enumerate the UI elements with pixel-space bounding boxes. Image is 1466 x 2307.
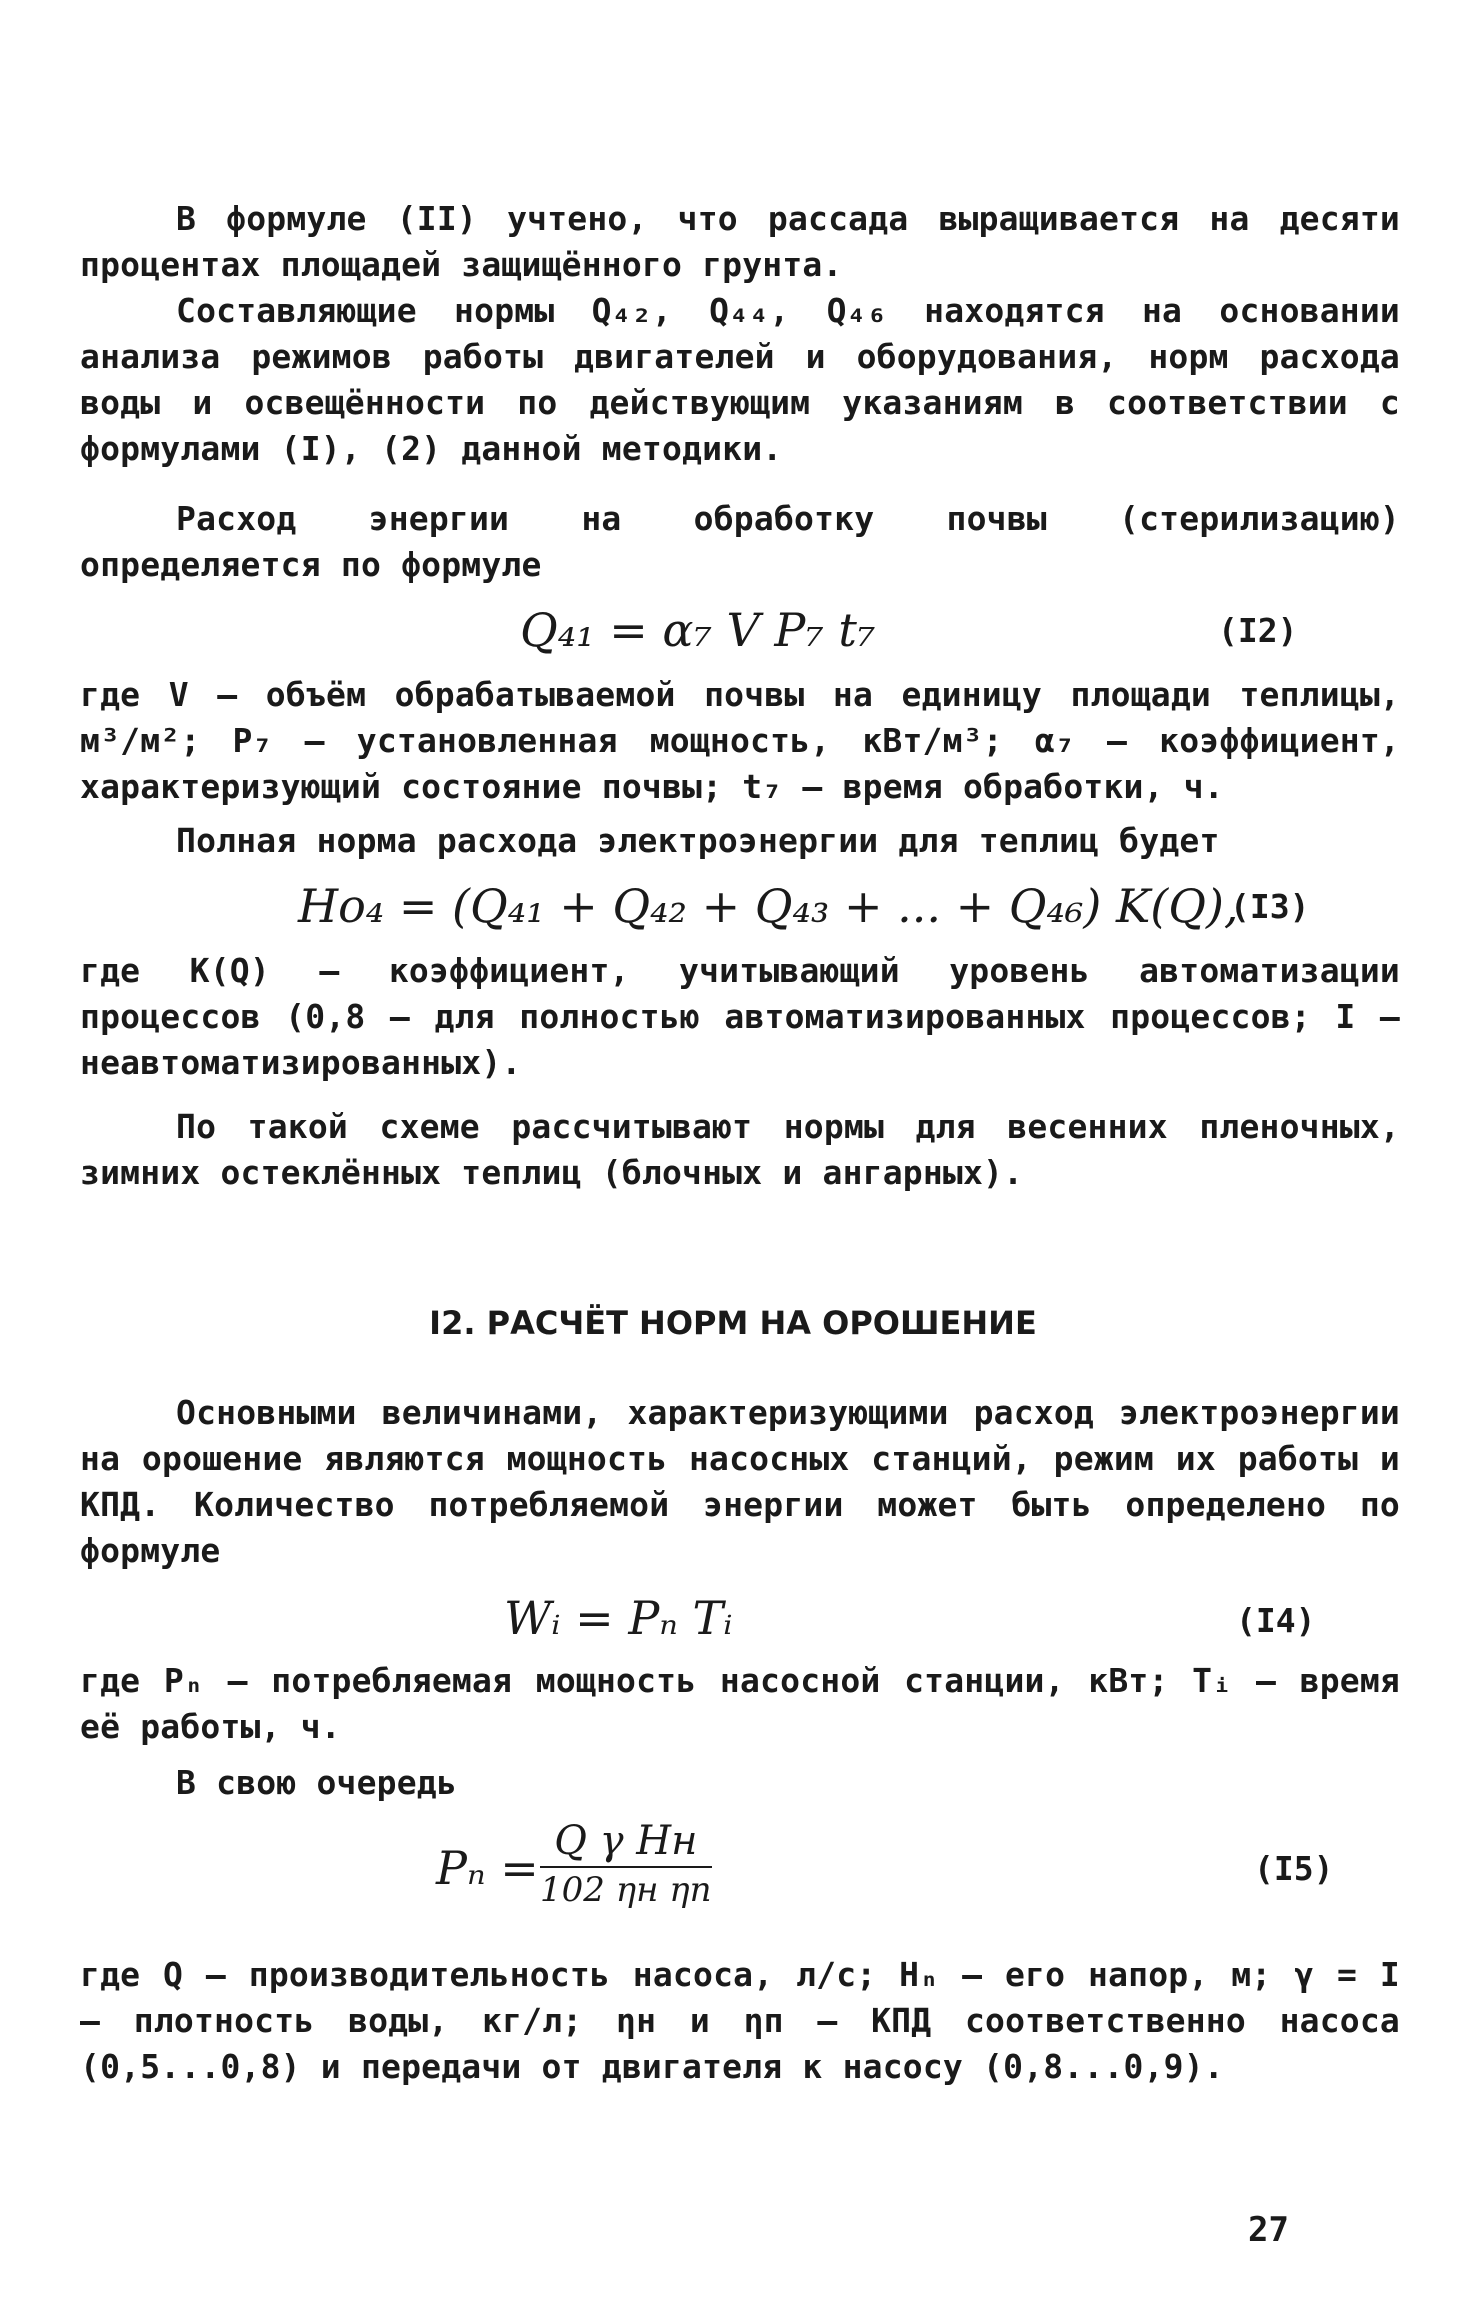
paragraph-total-norm: Полная норма расхода электроэнергии для теплиц будет [176,821,1220,860]
formula-13-number: (I3) [1230,887,1310,926]
formula-12-number: (I2) [1218,611,1298,650]
paragraph-rassada: В формуле (II) учтено, что рассада выращивается на десяти процентах площадей защищённого грунта. [80,199,1400,284]
formula-15-number: (I5) [1254,1849,1334,1888]
section-heading: I2. РАСЧЁТ НОРМ НА ОРОШЕНИЕ [429,1304,1037,1342]
paragraph-soil-definitions: где V – объём обрабатываемой почвы на единицу площади теплицы, м³/м²; P₇ – установленная мощность, кВт/м³; α₇ – коэффициент, характеризующий состояние почвы; t₇ – время обработки, ч. [80,675,1400,806]
formula-15-fraction [540,1818,712,1910]
paragraph-scheme: По такой схеме рассчитывают нормы для весенних пленочных, зимних остеклённых теплиц (блочных и ангарных). [80,1107,1400,1192]
paragraph-irrigation: Основными величинами, характеризующими расход электроэнергии на орошение являются мощность насосных станций, режим их работы и КПД. Количество потребляемой энергии может быть определено по формуле [80,1393,1400,1570]
paragraph-pump-definitions: где Pₙ – потребляемая мощность насосной станции, кВт; Tᵢ – время её работы, ч. [80,1661,1400,1746]
paragraph-automation-coefficient: где K(Q) – коэффициент, учитывающий уровень автоматизации процессов (0,8 – для полностью автоматизированных процессов; I – неавтоматизированных). [80,951,1400,1082]
paragraph-soil-energy: Расход энергии на обработку почвы (стерилизацию) определяется по формуле [80,499,1400,584]
formula-14-number: (I4) [1236,1601,1316,1640]
paragraph-pump-parameters: где Q – производительность насоса, л/с; Hₙ – его напор, м; γ = I – плотность воды, кг/л; ηн и ηп – КПД соответственно насоса (0,5...0,8) и передачи от двигателя к насосу (0,8...0,9). [80,1955,1400,2086]
paragraph-in-turn: В свою очередь [176,1763,457,1802]
page-number: 27 [1248,2210,1289,2250]
formula-13: Hо₄ = (Q₄₁ + Q₄₂ + Q₄₃ + ... + Q₄₆) K(Q), [298,879,1239,933]
formula-15-denominator: 102 ηн ηп [540,1870,712,1910]
formula-12: Q₄₁ = α₇ V P₇ t₇ [520,603,876,657]
formula-14: Wᵢ = Pₙ Tᵢ [504,1591,733,1645]
formula-15-numerator: Q γ Hн [540,1818,712,1868]
paragraph-components: Составляющие нормы Q₄₂, Q₄₄, Q₄₆ находятся на основании анализа режимов работы двигателей и оборудования, норм расхода воды и освещённости по действующим указаниям в соответствии с формулами (I), (2) данной методики. [80,291,1400,468]
formula-15-lhs: Pₙ = [436,1841,539,1895]
